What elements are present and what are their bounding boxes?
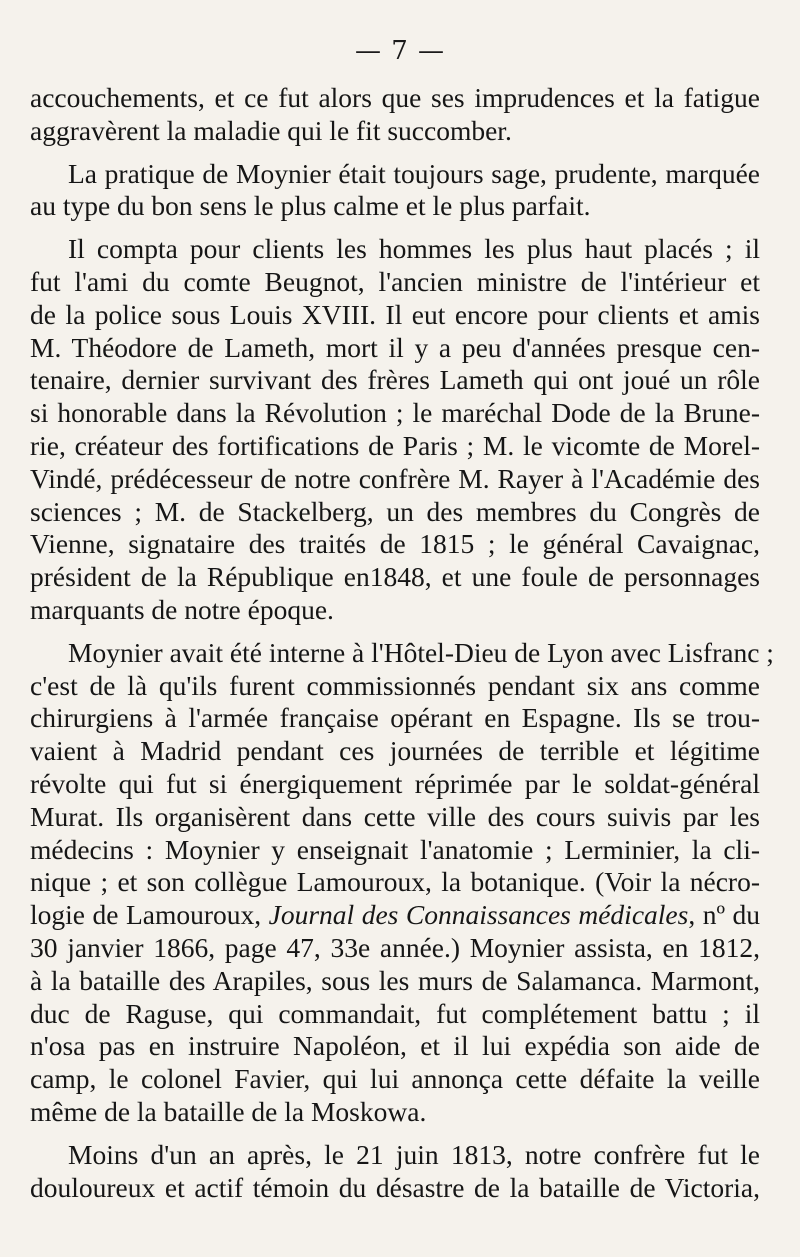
text-line: aggravèrent la maladie qui le fit succomber. <box>30 114 512 146</box>
text-line: au type du bon sens le plus calme et le plus parfait. <box>30 190 591 222</box>
text-line: vaient à Madrid pendant ces journées de terrible et légitime <box>30 735 760 767</box>
paragraph-1 <box>30 82 760 148</box>
paragraph-4 <box>30 636 774 1129</box>
text-line: à la bataille des Arapiles, sous les murs de Salamanca. Marmont, <box>30 964 760 996</box>
text-line: duc de Raguse, qui commandait, fut complétement battu ; il <box>30 997 760 1029</box>
text-line: de la police sous Louis XVIII. Il eut encore pour clients et amis <box>30 298 760 330</box>
text-line: marquants de notre époque. <box>30 593 334 625</box>
paragraph-3 <box>30 233 760 627</box>
text-line: accouchements, et ce fut alors que ses imprudences et la fatigue <box>30 82 760 113</box>
text-line: si honorable dans la Révolution ; le maréchal Dode de la Brune- <box>30 397 760 429</box>
text-line: même de la bataille de la Moskowa. <box>30 1095 427 1127</box>
text-line: n'osa pas en instruire Napoléon, et il lui expédia son aide de <box>30 1030 760 1062</box>
text-line: Il compta pour clients les hommes les plus haut placés ; il <box>68 233 760 265</box>
text-line: tenaire, dernier survivant des frères Lameth qui ont joué un rôle <box>30 364 760 396</box>
paragraph-2 <box>30 158 760 224</box>
text-line: Moins d'un an après, le 21 juin 1813, notre confrère fut le <box>68 1138 760 1170</box>
text-line: douloureux et actif témoin du désastre de la bataille de Victoria, <box>30 1171 760 1203</box>
text-line-journal-citation: logie de Lamouroux, Journal des Connaissances médicales, nº du <box>30 899 760 931</box>
body-text <box>30 82 774 1204</box>
text-line: révolte qui fut si énergiquement réprimée par le soldat-général <box>30 767 760 799</box>
text-line: Murat. Ils organisèrent dans cette ville des cours suivis par les <box>30 800 760 832</box>
paragraph-5 <box>30 1139 760 1205</box>
journal-title: Journal des Connaissances médicales <box>268 899 689 931</box>
text-line: camp, le colonel Favier, qui lui annonça cette défaite la veille <box>30 1063 760 1095</box>
page-number: — 7 — <box>354 36 446 66</box>
text-line: nique ; et son collègue Lamouroux, la botanique. (Voir la nécro- <box>30 866 760 898</box>
text-line: médecins : Moynier y enseignait l'anatomie ; Lerminier, la cli- <box>30 833 760 865</box>
text-line: M. Théodore de Lameth, mort il y a peu d'années presque cen- <box>30 331 760 363</box>
text-line: c'est de là qu'ils furent commissionnés pendant six ans comme <box>30 669 760 701</box>
text-line: Vienne, signataire des traités de 1815 ; le général Cavaignac, <box>30 528 760 560</box>
text-line: chirurgiens à l'armée française opérant en Espagne. Ils se trou- <box>30 702 760 734</box>
text-line: La pratique de Moynier était toujours sage, prudente, marquée <box>68 157 760 189</box>
text-line: Moynier avait été interne à l'Hôtel-Dieu de Lyon avec Lisfranc ; <box>68 636 774 668</box>
text-line: fut l'ami du comte Beugnot, l'ancien ministre de l'intérieur et <box>30 265 760 297</box>
text-line: Vindé, prédécesseur de notre confrère M. Rayer à l'Académie des <box>30 462 760 494</box>
text-line: rie, créateur des fortifications de Paris ; M. le vicomte de Morel- <box>30 429 760 461</box>
text-line: 30 janvier 1866, page 47, 33e année.) Moynier assista, en 1812, <box>30 931 760 963</box>
text-line: sciences ; M. de Stackelberg, un des membres du Congrès de <box>30 495 760 527</box>
text-line: président de la République en1848, et une foule de personnages <box>30 561 760 593</box>
